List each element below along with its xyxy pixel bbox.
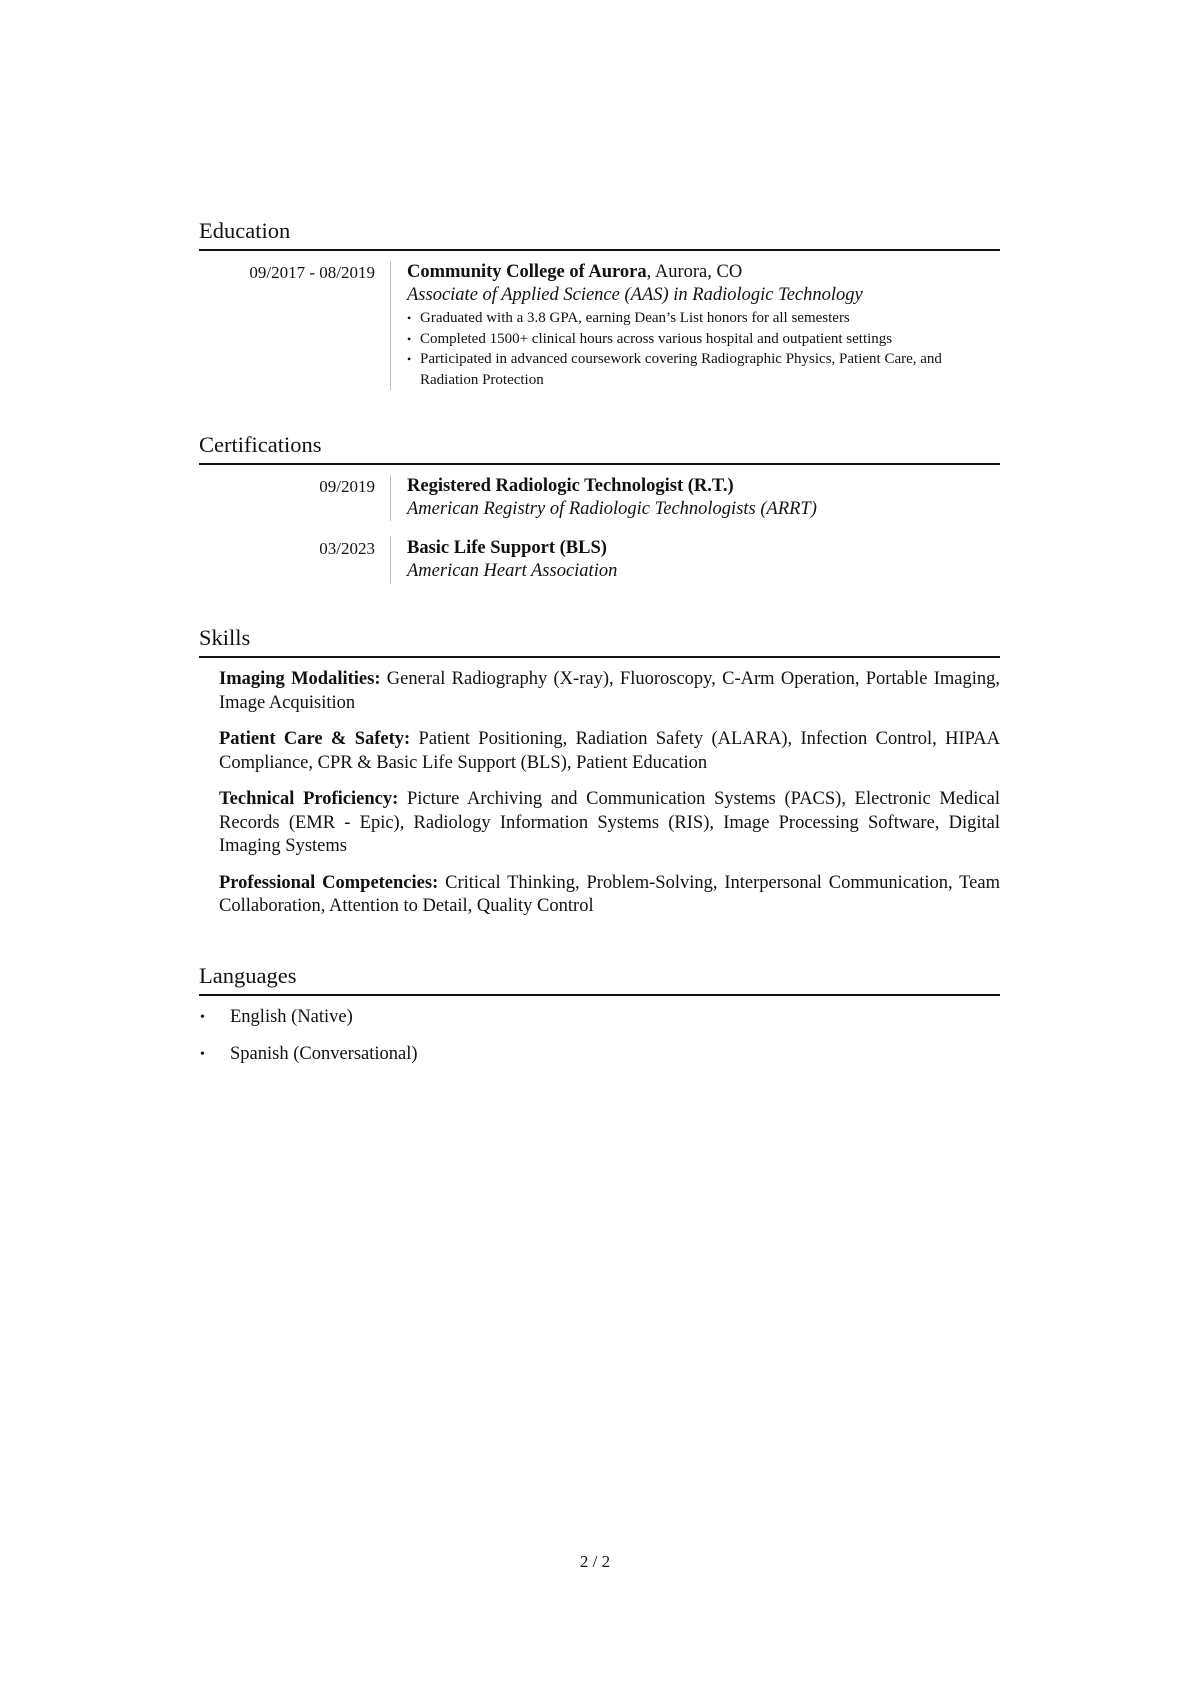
certifications-section [199, 431, 1000, 583]
languages-list [199, 1006, 1000, 1066]
skill-item [219, 788, 1000, 859]
certification-issuer: American Registry of Radiologic Technologists (ARRT) [407, 499, 817, 519]
skill-item [219, 668, 1000, 715]
list-item: • Completed 1500+ clinical hours across various hospital and outpatient settings [407, 329, 1000, 350]
skills-title: Skills [199, 624, 1000, 658]
certifications-title: Certifications [199, 431, 1000, 465]
skill-text: General Radiography (X-ray), Fluoroscopy, C-Arm Operation, Portable Imaging, Image Acquisition [219, 669, 1000, 713]
certification-name: Basic Life Support (BLS) [407, 538, 607, 558]
certification-entry [199, 475, 1000, 521]
list-item: • Spanish (Conversational) [199, 1043, 1000, 1066]
education-bullets [407, 308, 1000, 390]
languages-title: Languages [199, 962, 1000, 996]
skill-item [219, 728, 1000, 775]
certification-name: Registered Radiologic Technologist (R.T.) [407, 476, 734, 496]
certification-date: 09/2019 [319, 477, 375, 496]
degree: Associate of Applied Science (AAS) in Radiologic Technology [407, 285, 863, 305]
education-body [390, 261, 1000, 390]
skill-text: Critical Thinking, Problem-Solving, Interpersonal Communication, Team Collaboration, Attention to Detail, Quality Control [219, 872, 1000, 916]
skill-item [219, 872, 1000, 919]
education-section [199, 217, 1000, 390]
skill-text: Picture Archiving and Communication Systems (PACS), Electronic Medical Records (EMR - Epic), Radiology Information Systems (RIS), Image Processing Software, Digital Imaging Systems [219, 789, 1000, 856]
certification-date: 03/2023 [319, 539, 375, 558]
list-item: • Graduated with a 3.8 GPA, earning Dean’s List honors for all semesters [407, 308, 1000, 329]
page-number: 2 / 2 [579, 1552, 611, 1571]
skills-list [199, 668, 1000, 919]
education-title: Education [199, 217, 1000, 251]
skill-label: Technical Proficiency: [219, 789, 399, 809]
skill-label: Patient Care & Safety: [219, 729, 411, 749]
certification-body [390, 475, 1000, 521]
education-entry [199, 261, 1000, 390]
skills-section [199, 624, 1000, 932]
certification-issuer: American Heart Association [407, 561, 618, 581]
school-name: Community College of Aurora [407, 262, 647, 282]
certification-entry [199, 537, 1000, 583]
skill-label: Imaging Modalities: [219, 669, 381, 689]
education-date: 09/2017 - 08/2019 [249, 263, 375, 282]
skill-text: Patient Positioning, Radiation Safety (ALARA), Infection Control, HIPAA Compliance, CPR & Basic Life Support (BLS), Patient Education [219, 729, 1000, 773]
certification-body [390, 537, 1000, 583]
list-item: • Participated in advanced coursework covering Radiographic Physics, Patient Care, and Radiation Protection [407, 349, 1000, 390]
skill-label: Professional Competencies: [219, 872, 439, 893]
list-item: • English (Native) [199, 1006, 1000, 1029]
school-location: , Aurora, CO [646, 262, 743, 282]
languages-section [199, 962, 1000, 1080]
